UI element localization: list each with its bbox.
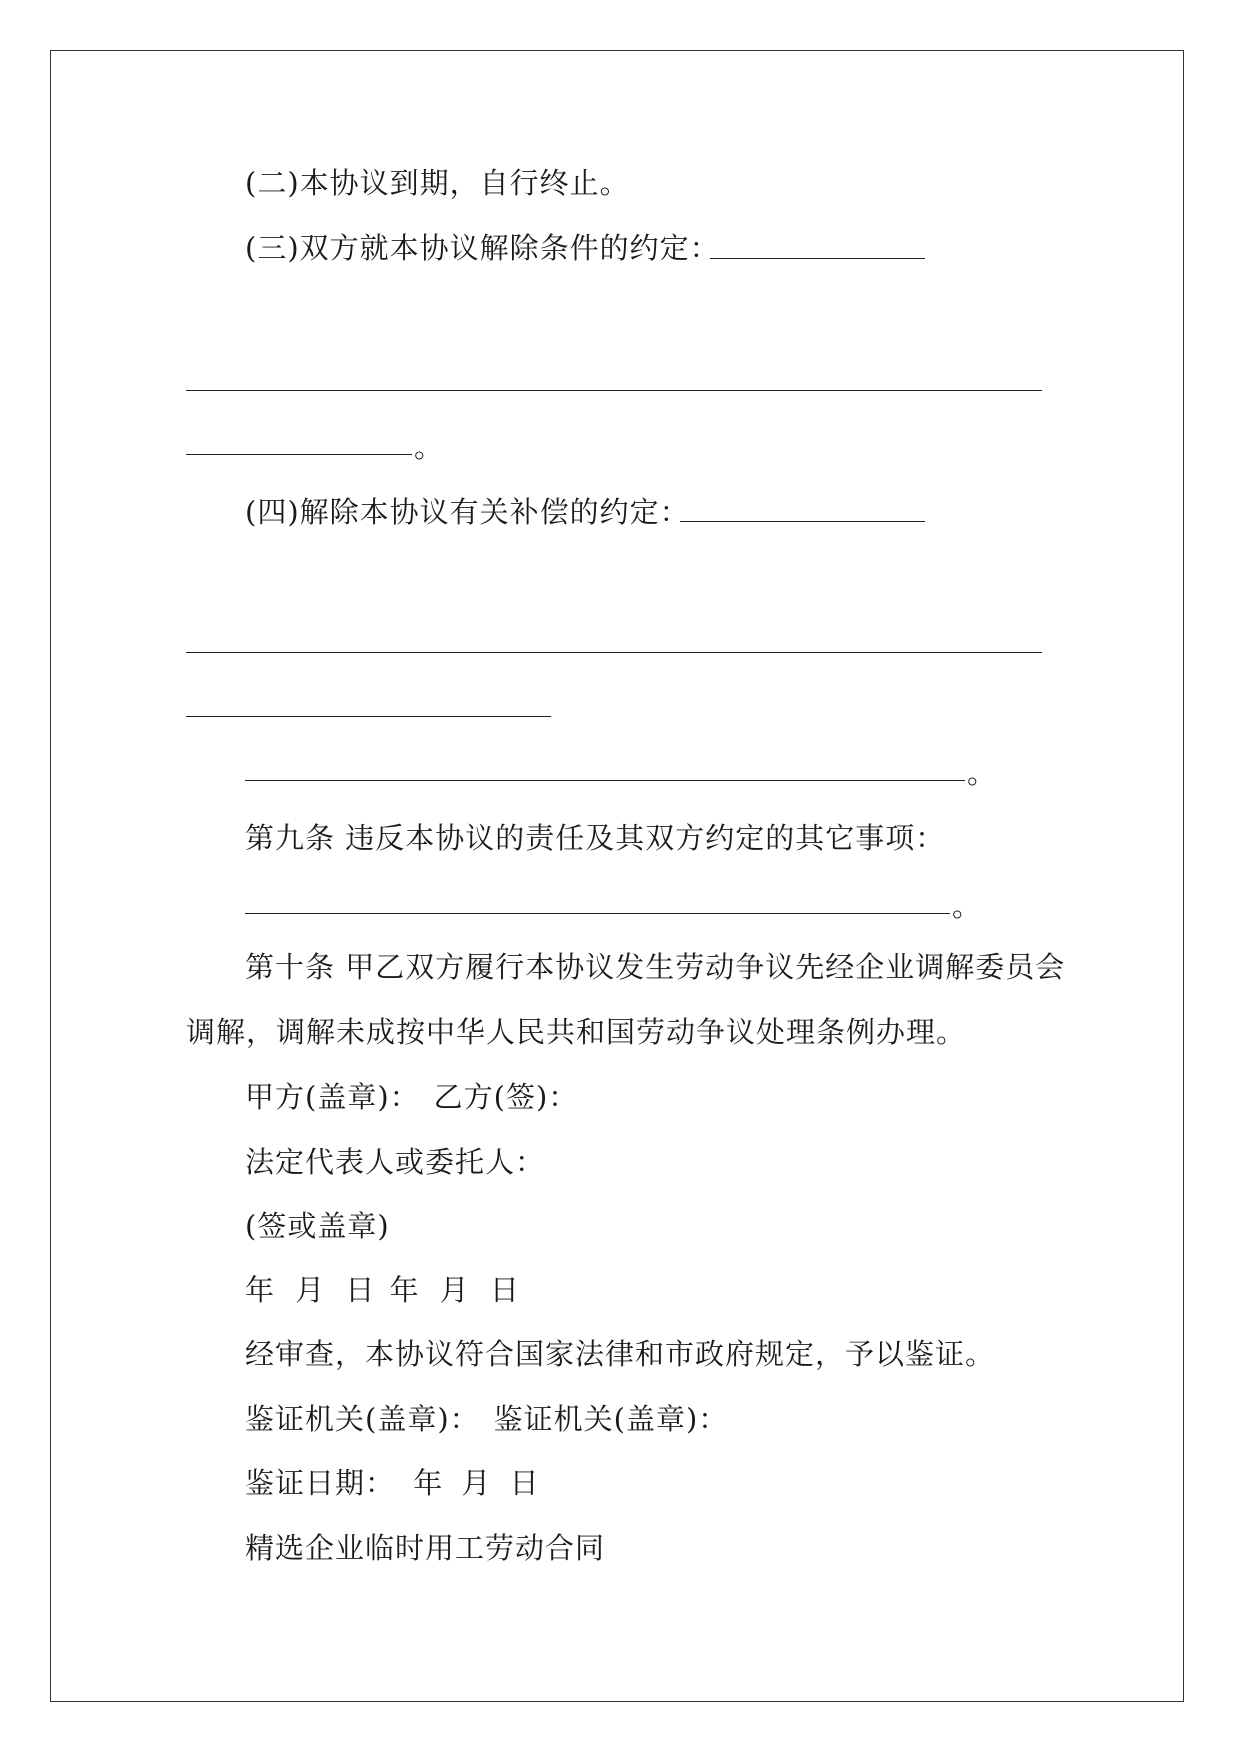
certification-date: 鉴证日期： 年 月 日 <box>245 1466 540 1500</box>
authority-seals <box>245 1399 728 1439</box>
period-mark: 。 <box>952 889 983 923</box>
article-10-line-2: 调解，调解未成按中华人民共和国劳动争议处理条例办理。 <box>186 1015 967 1049</box>
authority-a-label: 鉴证机关(盖章)： <box>245 1402 480 1436</box>
review-statement: 经审查，本协议符合国家法律和市政府规定，予以鉴证。 <box>245 1337 996 1371</box>
blank-line-article-9[interactable] <box>245 913 950 914</box>
blank-line-item-3[interactable] <box>710 258 925 259</box>
sign-or-seal-label: (签或盖章) <box>245 1209 390 1243</box>
blank-line-item-4[interactable] <box>680 521 925 522</box>
next-document-title: 精选企业临时用工劳动合同 <box>245 1531 606 1565</box>
party-signatures <box>245 1077 578 1117</box>
blank-line-item-4-continued[interactable] <box>186 652 1042 653</box>
date-a: 年 月 日 <box>245 1273 376 1307</box>
authority-b-label: 鉴证机关(盖章)： <box>493 1402 729 1436</box>
blank-line-item-4-more[interactable] <box>186 716 551 717</box>
blank-line-item-3-continued[interactable] <box>186 390 1042 391</box>
clause-item-3: (三)双方就本协议解除条件的约定： <box>245 231 720 265</box>
article-9: 第九条 违反本协议的责任及其双方约定的其它事项： <box>245 821 946 855</box>
period-mark: 。 <box>967 756 998 790</box>
blank-line-item-3-end[interactable] <box>186 454 412 455</box>
date-b: 年 月 日 <box>389 1273 520 1307</box>
clause-item-4: (四)解除本协议有关补偿的约定： <box>245 495 690 529</box>
party-a-label: 甲方(盖章)： <box>245 1080 420 1114</box>
signing-dates <box>245 1270 520 1310</box>
page-border <box>50 50 1184 1702</box>
clause-item-2: (二)本协议到期，自行终止。 <box>245 166 630 200</box>
blank-line-item-4-end[interactable] <box>245 780 965 781</box>
article-10-line-1: 第十条 甲乙双方履行本协议发生劳动争议先经企业调解委员会 <box>245 950 1066 984</box>
party-b-label: 乙方(签)： <box>433 1080 579 1114</box>
representative-label: 法定代表人或委托人： <box>245 1145 546 1179</box>
period-mark: 。 <box>414 430 445 464</box>
